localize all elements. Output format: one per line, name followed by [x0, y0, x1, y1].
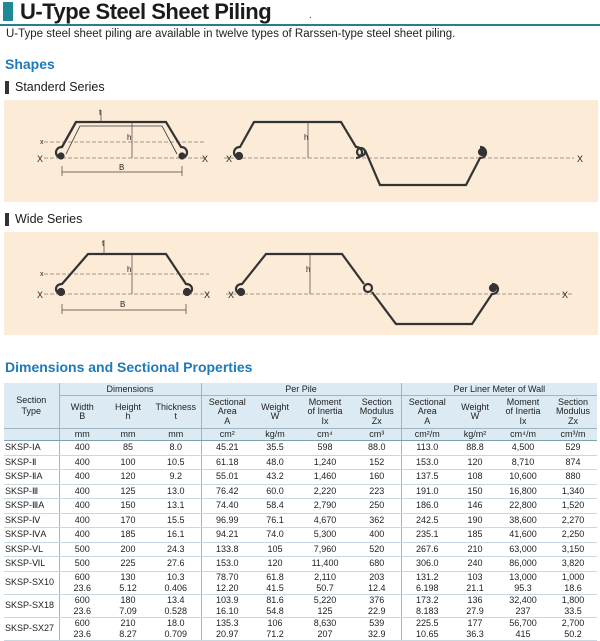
- unit-cell: cm³: [353, 429, 401, 441]
- section-type-cell: SKSP-SX27: [4, 617, 59, 640]
- value-cell: 400: [59, 484, 105, 499]
- value-cell: 15.5: [151, 513, 201, 528]
- value-cell: 74.0: [253, 528, 297, 543]
- value-cell: 160: [353, 470, 401, 485]
- section-type-cell: SKSP-Ⅲ: [4, 484, 59, 499]
- value-cell: 76.1: [253, 513, 297, 528]
- value-cell: 8,630: [313, 617, 337, 628]
- section-type-cell: SKSP-ⅡA: [4, 470, 59, 485]
- value-cell: 113.0: [401, 441, 453, 456]
- unit-cell: mm: [105, 429, 151, 441]
- table-row: [4, 542, 597, 557]
- value-cell: 186.0: [401, 499, 453, 514]
- unit-cell: cm²/m: [401, 429, 453, 441]
- label-bar: [5, 81, 9, 94]
- value-cell: 131.2: [401, 571, 453, 583]
- axis-X-wide3: X: [228, 290, 235, 300]
- value-cell: 200: [105, 542, 151, 557]
- value-cell: 306.0: [401, 557, 453, 572]
- value-cell: 76.42: [201, 484, 253, 499]
- column-header-row: [4, 396, 597, 429]
- group-per-pile: Per Pile: [201, 383, 401, 396]
- table-body: [4, 441, 597, 641]
- value-cell: 400: [59, 470, 105, 485]
- wide-series-drawing: [4, 232, 598, 335]
- value-cell: 267.6: [401, 542, 453, 557]
- value-cell: 191.0: [401, 484, 453, 499]
- value-cell: 1,520: [549, 499, 597, 514]
- value-cell: 50.7: [297, 583, 353, 595]
- col-section-type: Section Type: [4, 383, 59, 429]
- value-cell: 135.3: [201, 617, 253, 629]
- value-cell: 190: [453, 513, 497, 528]
- group-header-row: [4, 383, 597, 396]
- value-cell: 2,220: [297, 484, 353, 499]
- value-cell: 88.8: [453, 441, 497, 456]
- axis-X-wide4: X: [562, 290, 569, 300]
- value-cell: 400: [59, 499, 105, 514]
- dim-h-wide-right: h: [306, 265, 311, 274]
- wide-series-label: Wide Series: [5, 212, 82, 226]
- value-cell: 86,000: [497, 557, 549, 572]
- value-cell: 16.1: [151, 528, 201, 543]
- value-cell: 32,400: [509, 594, 537, 605]
- value-cell: 43.2: [253, 470, 297, 485]
- value-cell: 120: [253, 557, 297, 572]
- table-row: [4, 470, 597, 485]
- value-cell: 1,460: [297, 470, 353, 485]
- unit-cell: cm⁴/m: [497, 429, 549, 441]
- value-cell: 12.20: [201, 583, 253, 595]
- value-cell: 38,600: [497, 513, 549, 528]
- value-cell: 376: [369, 594, 385, 605]
- value-cell: 58.4: [253, 499, 297, 514]
- value-cell: 210: [453, 542, 497, 557]
- value-cell: 16.10: [201, 606, 253, 618]
- value-cell: 32.9: [353, 629, 401, 641]
- properties-table: [4, 383, 597, 641]
- value-cell: 27.9: [453, 606, 497, 618]
- value-cell: 48.0: [253, 455, 297, 470]
- unit-cell: cm⁴: [297, 429, 353, 441]
- value-cell: 5,300: [297, 528, 353, 543]
- value-cell: 7.09: [105, 606, 151, 618]
- value-cell: 18.6: [549, 583, 597, 595]
- value-cell: 242.5: [401, 513, 453, 528]
- value-cell: 874: [549, 455, 597, 470]
- standard-series-diagram: [4, 100, 598, 202]
- value-cell: 56,700: [509, 617, 537, 628]
- value-cell: 223: [353, 484, 401, 499]
- value-cell: 12.4: [353, 583, 401, 595]
- value-cell: 7,960: [297, 542, 353, 557]
- value-cell: 78.70: [201, 571, 253, 583]
- label-bar: [5, 213, 9, 226]
- column-header: Moment of Inertia Ix: [297, 396, 353, 429]
- value-cell: 400: [59, 513, 105, 528]
- dim-h-right: h: [304, 133, 309, 142]
- value-cell: 415: [497, 629, 549, 641]
- value-cell: 41,600: [497, 528, 549, 543]
- value-cell: 94.21: [201, 528, 253, 543]
- unit-cell: cm³/m: [549, 429, 597, 441]
- section-type-cell: SKSP-ⅠA: [4, 441, 59, 456]
- value-cell: 16,800: [497, 484, 549, 499]
- value-cell: 100: [105, 455, 151, 470]
- value-cell: 8.27: [105, 629, 151, 641]
- value-cell: 240: [453, 557, 497, 572]
- value-cell: 105: [253, 542, 297, 557]
- value-cell: 61.18: [201, 455, 253, 470]
- value-cell: 106: [267, 617, 283, 628]
- table-row: [4, 594, 597, 606]
- column-header: Weight W: [253, 396, 297, 429]
- value-cell: 8,710: [497, 455, 549, 470]
- value-cell: 880: [549, 470, 597, 485]
- value-cell: 177: [467, 617, 483, 628]
- value-cell: 2,250: [549, 528, 597, 543]
- unit-cell: mm: [151, 429, 201, 441]
- column-header: Moment of Inertia Ix: [497, 396, 549, 429]
- wide-series-diagram: [4, 232, 598, 335]
- column-header: Sectional Area A: [201, 396, 253, 429]
- value-cell: 125: [105, 484, 151, 499]
- value-cell: 54.8: [253, 606, 297, 618]
- axis-X-left: X: [37, 154, 44, 164]
- table-row-sub: [4, 629, 597, 641]
- axis-x-left: x: [40, 139, 44, 146]
- column-header: Section Modulus Zx: [549, 396, 597, 429]
- value-cell: 120: [105, 470, 151, 485]
- column-header: Width B: [59, 396, 105, 429]
- title-bar: [0, 0, 600, 26]
- value-cell: 2,270: [549, 513, 597, 528]
- value-cell: 61.8: [266, 571, 284, 582]
- value-cell: 680: [353, 557, 401, 572]
- value-cell: 225.5: [401, 617, 453, 629]
- section-type-cell: SKSP-ⅢA: [4, 499, 59, 514]
- value-cell: 153.0: [201, 557, 253, 572]
- value-cell: 5.12: [105, 583, 151, 595]
- value-cell: 10.65: [401, 629, 453, 641]
- value-cell: 207: [297, 629, 353, 641]
- value-cell: 8.183: [401, 606, 453, 618]
- value-cell: 185: [105, 528, 151, 543]
- intro-text: U-Type steel sheet piling are available in twelve types of Rarssen-type steel sheet piling.: [6, 28, 456, 40]
- value-cell: 36.3: [453, 629, 497, 641]
- value-cell: 210: [120, 617, 136, 628]
- value-cell: 10.3: [167, 571, 185, 582]
- value-cell: 13.4: [167, 594, 185, 605]
- column-header: Sectional Area A: [401, 396, 453, 429]
- unit-cell: [4, 429, 59, 441]
- column-header: Height h: [105, 396, 151, 429]
- dim-b-left: B: [119, 163, 125, 172]
- value-cell: 4,500: [497, 441, 549, 456]
- value-cell: 170: [105, 513, 151, 528]
- value-cell: 3,150: [549, 542, 597, 557]
- section-type-cell: SKSP-Ⅱ: [4, 455, 59, 470]
- value-cell: 362: [353, 513, 401, 528]
- value-cell: 500: [59, 542, 105, 557]
- table-row: [4, 617, 597, 629]
- value-cell: 2,700: [561, 617, 585, 628]
- value-cell: 23.6: [59, 583, 105, 595]
- table-row: [4, 528, 597, 543]
- table-row-sub: [4, 606, 597, 618]
- table-row: [4, 513, 597, 528]
- value-cell: 120: [453, 455, 497, 470]
- value-cell: 150: [453, 484, 497, 499]
- value-cell: 137.5: [401, 470, 453, 485]
- value-cell: 600: [59, 594, 105, 606]
- value-cell: 81.6: [266, 594, 284, 605]
- value-cell: 20.97: [201, 629, 253, 641]
- unit-cell: cm²: [201, 429, 253, 441]
- value-cell: 24.3: [151, 542, 201, 557]
- value-cell: 500: [59, 557, 105, 572]
- table-row: [4, 484, 597, 499]
- dimensions-heading: Dimensions and Sectional Properties: [5, 359, 253, 375]
- column-header: Thickness t: [151, 396, 201, 429]
- value-cell: 1,340: [549, 484, 597, 499]
- value-cell: 203: [369, 571, 385, 582]
- value-cell: 133.8: [201, 542, 253, 557]
- value-cell: 1,800: [561, 594, 585, 605]
- value-cell: 108: [453, 470, 497, 485]
- section-type-cell: SKSP-SX18: [4, 594, 59, 617]
- column-header: Section Modulus Zx: [353, 396, 401, 429]
- dim-t-left: t: [99, 108, 102, 117]
- table-row-sub: [4, 583, 597, 595]
- value-cell: 11,400: [297, 557, 353, 572]
- dim-t-wide: t: [102, 239, 105, 248]
- value-cell: 10.5: [151, 455, 201, 470]
- value-cell: 520: [353, 542, 401, 557]
- value-cell: 235.1: [401, 528, 453, 543]
- value-cell: 5,220: [313, 594, 337, 605]
- value-cell: 237: [497, 606, 549, 618]
- value-cell: 55.01: [201, 470, 253, 485]
- value-cell: 10,600: [497, 470, 549, 485]
- value-cell: 74.40: [201, 499, 253, 514]
- value-cell: 8.0: [151, 441, 201, 456]
- column-header: Weight W: [453, 396, 497, 429]
- value-cell: 146: [453, 499, 497, 514]
- value-cell: 50.2: [549, 629, 597, 641]
- stray-dot: .: [309, 10, 312, 21]
- dim-b-wide: B: [120, 300, 126, 309]
- value-cell: 41.5: [253, 583, 297, 595]
- value-cell: 153.0: [401, 455, 453, 470]
- page-title: U-Type Steel Sheet Piling: [20, 0, 272, 24]
- value-cell: 23.6: [59, 606, 105, 618]
- value-cell: 600: [59, 617, 105, 629]
- value-cell: 152: [353, 455, 401, 470]
- shapes-heading: Shapes: [5, 56, 55, 72]
- table-row: [4, 571, 597, 583]
- value-cell: 13.0: [151, 484, 201, 499]
- axis-X-wide2: X: [204, 290, 211, 300]
- table-row: [4, 499, 597, 514]
- value-cell: 22,800: [497, 499, 549, 514]
- value-cell: 0.528: [151, 606, 201, 618]
- table-row: [4, 557, 597, 572]
- unit-cell: mm: [59, 429, 105, 441]
- value-cell: 13,000: [509, 571, 537, 582]
- value-cell: 225: [105, 557, 151, 572]
- value-cell: 27.6: [151, 557, 201, 572]
- value-cell: 136: [467, 594, 483, 605]
- axis-X-wide1: X: [37, 290, 44, 300]
- standard-series-label: Standerd Series: [5, 80, 105, 94]
- axis-x-wide: x: [40, 271, 44, 278]
- value-cell: 173.2: [401, 594, 453, 606]
- value-cell: 2,790: [297, 499, 353, 514]
- unit-row: [4, 429, 597, 441]
- value-cell: 103: [467, 571, 483, 582]
- table-row: [4, 455, 597, 470]
- group-per-wall: Per Liner Meter of Wall: [401, 383, 597, 396]
- axis-X-left2: X: [202, 154, 209, 164]
- value-cell: 22.9: [353, 606, 401, 618]
- value-cell: 400: [59, 455, 105, 470]
- section-type-cell: SKSP-ⅤL: [4, 542, 59, 557]
- axis-X-right2: X: [577, 154, 584, 164]
- value-cell: 18.0: [167, 617, 185, 628]
- section-type-cell: SKSP-ⅥL: [4, 557, 59, 572]
- value-cell: 96.99: [201, 513, 253, 528]
- value-cell: 1,000: [561, 571, 585, 582]
- title-marker: [3, 2, 13, 21]
- table-row: [4, 441, 597, 456]
- value-cell: 180: [120, 594, 136, 605]
- value-cell: 400: [353, 528, 401, 543]
- value-cell: 529: [549, 441, 597, 456]
- value-cell: 400: [59, 528, 105, 543]
- dim-h-left: h: [127, 133, 132, 142]
- section-type-cell: SKSP-ⅣA: [4, 528, 59, 543]
- value-cell: 71.2: [253, 629, 297, 641]
- value-cell: 185: [453, 528, 497, 543]
- value-cell: 95.3: [497, 583, 549, 595]
- value-cell: 3,820: [549, 557, 597, 572]
- value-cell: 6.198: [401, 583, 453, 595]
- value-cell: 0.709: [151, 629, 201, 641]
- value-cell: 600: [59, 571, 105, 583]
- value-cell: 45.21: [201, 441, 253, 456]
- value-cell: 125: [297, 606, 353, 618]
- group-dimensions: Dimensions: [59, 383, 201, 396]
- section-type-cell: SKSP-SX10: [4, 571, 59, 594]
- unit-cell: kg/m²: [453, 429, 497, 441]
- value-cell: 9.2: [151, 470, 201, 485]
- value-cell: 88.0: [353, 441, 401, 456]
- value-cell: 63,000: [497, 542, 549, 557]
- value-cell: 103.9: [201, 594, 253, 606]
- value-cell: 13.1: [151, 499, 201, 514]
- value-cell: 400: [59, 441, 105, 456]
- value-cell: 250: [353, 499, 401, 514]
- value-cell: 2,110: [314, 571, 336, 582]
- unit-cell: kg/m: [253, 429, 297, 441]
- value-cell: 21.1: [453, 583, 497, 595]
- value-cell: 539: [369, 617, 385, 628]
- value-cell: 85: [105, 441, 151, 456]
- value-cell: 60.0: [253, 484, 297, 499]
- axis-X-right1: X: [226, 154, 233, 164]
- value-cell: 130: [120, 571, 136, 582]
- value-cell: 4,670: [297, 513, 353, 528]
- value-cell: 35.5: [253, 441, 297, 456]
- value-cell: 150: [105, 499, 151, 514]
- value-cell: 33.5: [549, 606, 597, 618]
- dim-h-wide: h: [127, 265, 132, 274]
- standard-series-drawing: [4, 100, 598, 202]
- value-cell: 598: [297, 441, 353, 456]
- value-cell: 23.6: [59, 629, 105, 641]
- section-type-cell: SKSP-Ⅳ: [4, 513, 59, 528]
- value-cell: 1,240: [297, 455, 353, 470]
- value-cell: 0.406: [151, 583, 201, 595]
